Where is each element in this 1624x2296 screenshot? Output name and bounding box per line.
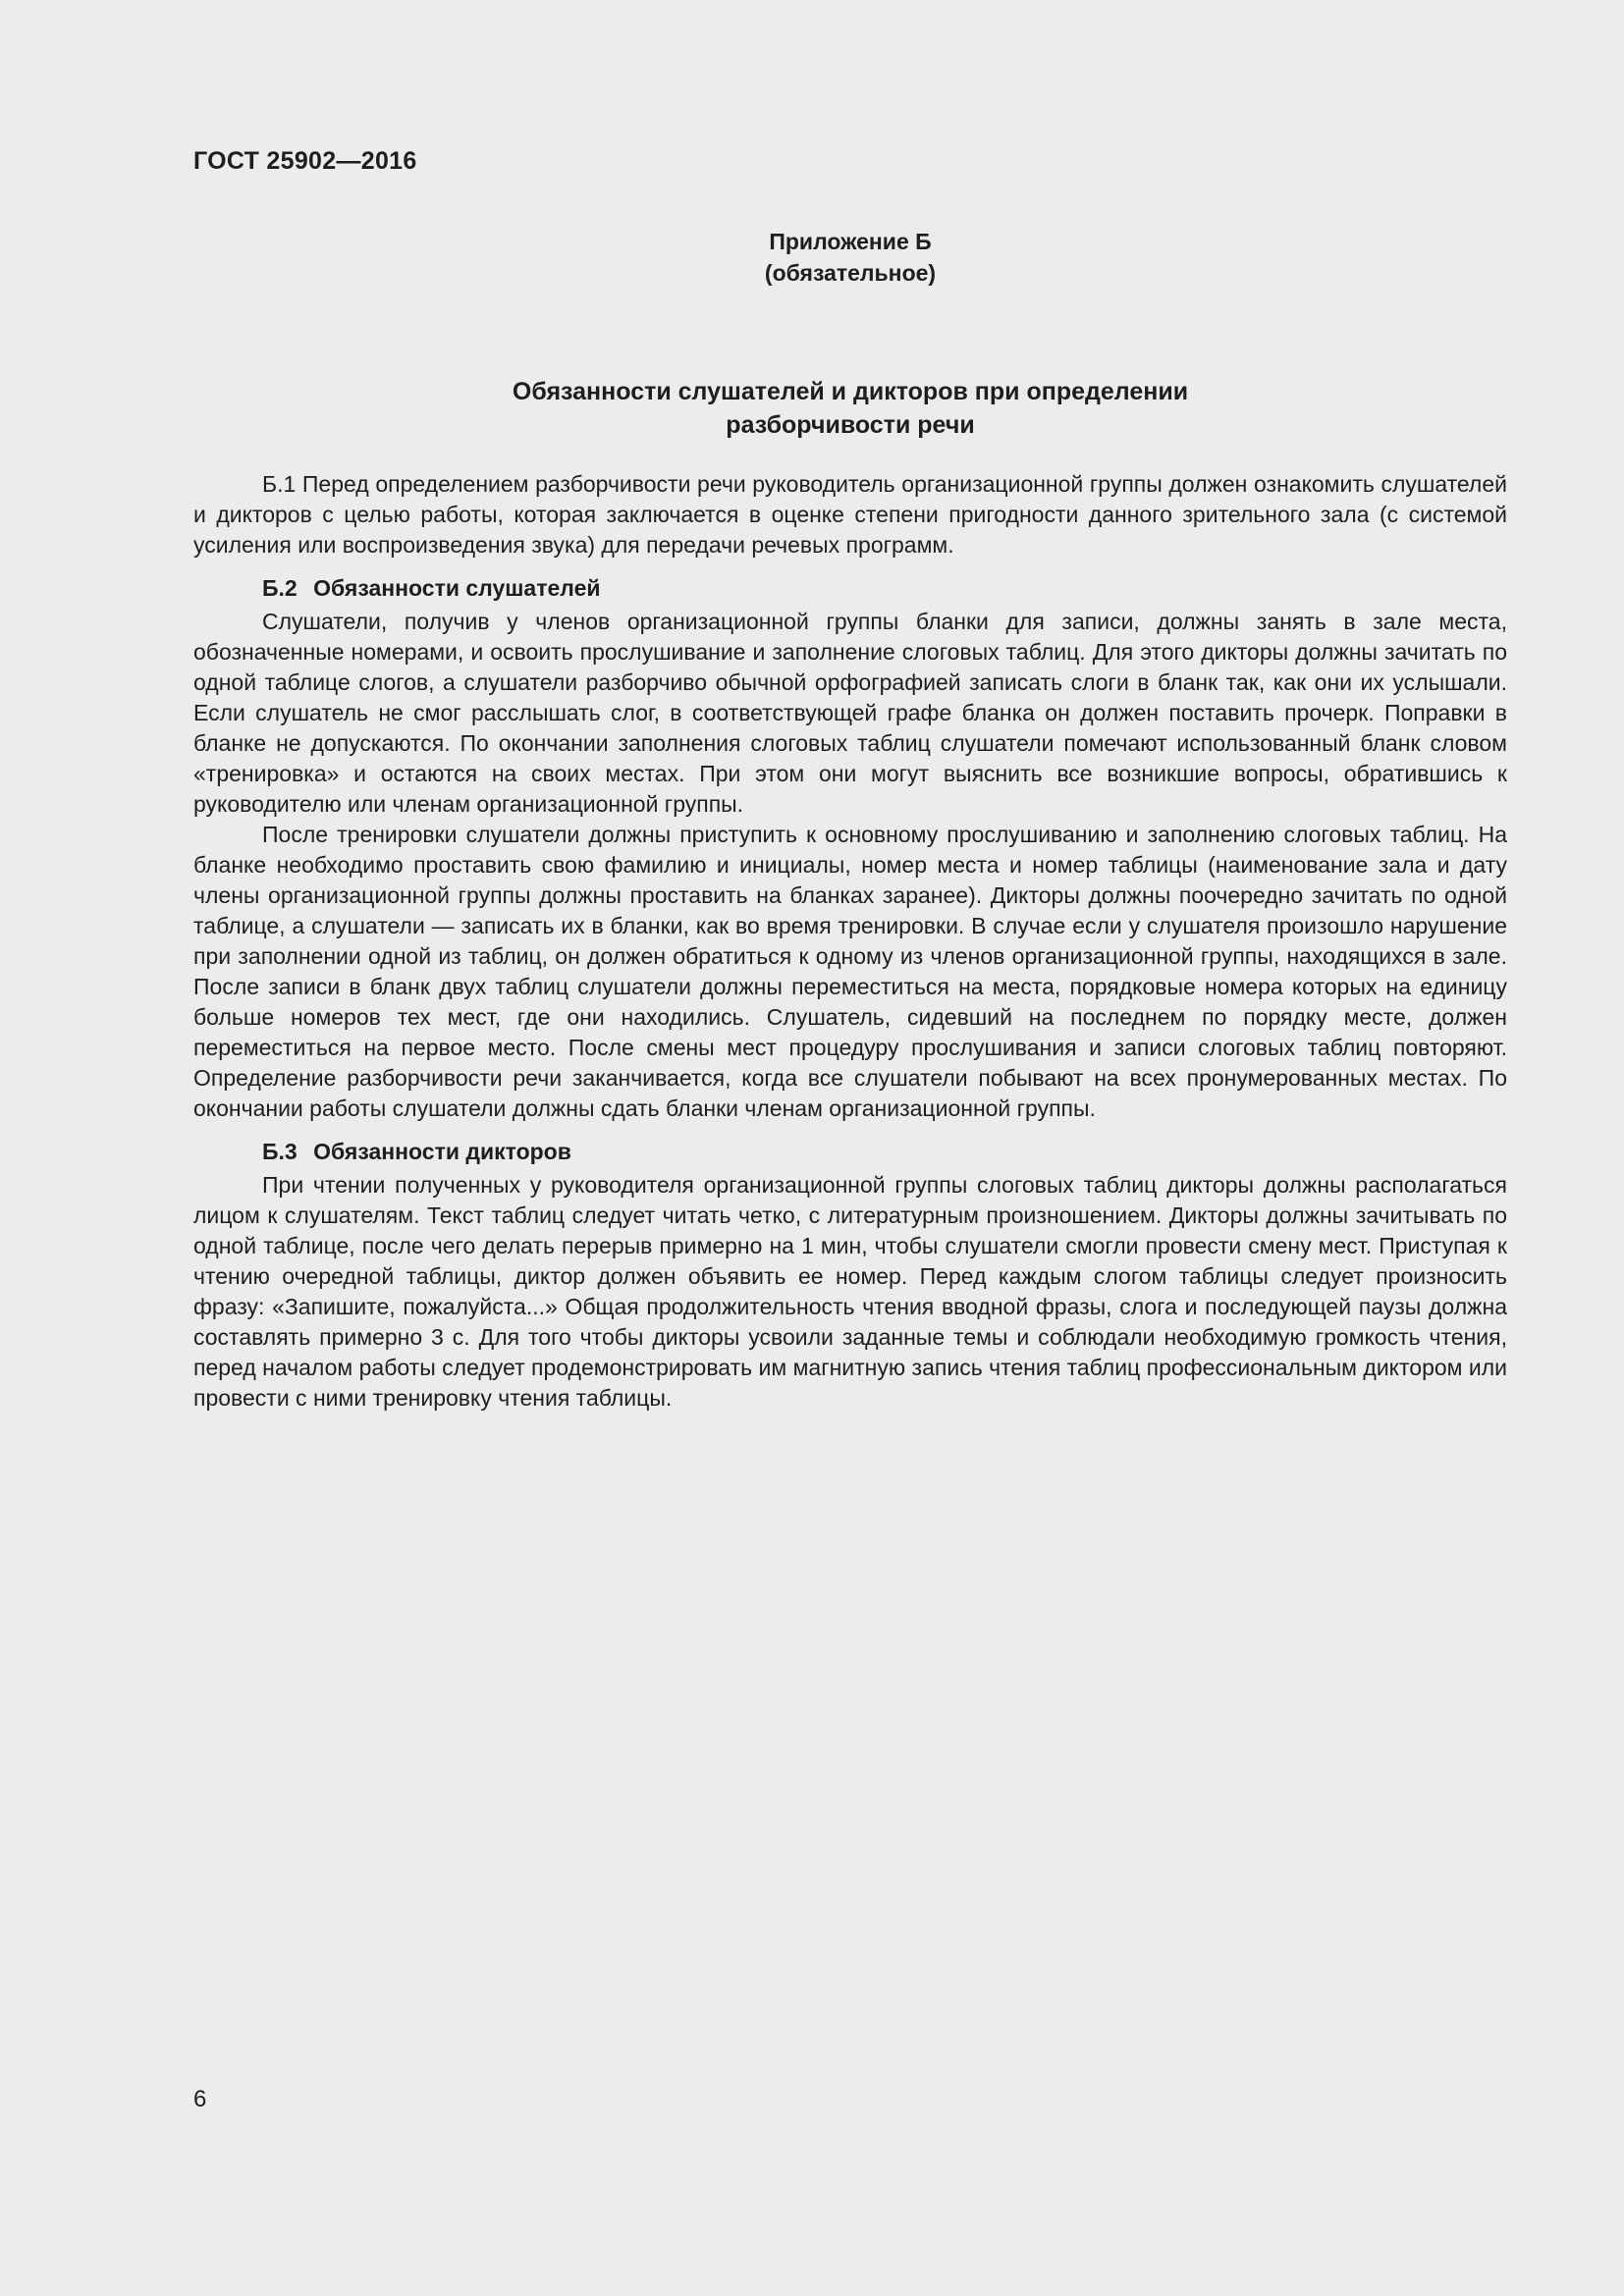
- body-text: [193, 469, 1507, 1414]
- section-b3-heading: [193, 1137, 1507, 1167]
- section-b3-title: Обязанности дикторов: [313, 1139, 571, 1164]
- section-b3-paragraph-1: При чтении полученных у руководителя организационной группы слоговых таблиц дикторы должны располагаться лицом к слушателям. Текст таблиц следует читать четко, с литературным произношением. Дикторы должны зачитывать по одной таблице, после чего делать перерыв примерно на 1 мин, чтобы слушатели смогли провести смену мест. Приступая к чтению очередной таблицы, диктор должен объявить ее номер. Перед каждым слогом таблицы следует произносить фразу: «Запишите, пожалуйста...» Общая продолжительность чтения вводной фразы, слога и последующей паузы должна составлять примерно 3 с. Для того чтобы дикторы усвоили заданные темы и соблюдали необходимую громкость чтения, перед началом работы следует продемонстрировать им магнитную запись чтения таблиц профессиональным диктором или провести с ними тренировку чтения таблицы.: [193, 1172, 1507, 1411]
- appendix-heading: [193, 226, 1507, 289]
- title-line-1: Обязанности слушателей и дикторов при определении: [512, 378, 1189, 405]
- page-number: 6: [193, 2086, 207, 2112]
- section-b2-paragraph-1: Слушатели, получив у членов организационной группы бланки для записи, должны занять в зале места, обозначенные номерами, и освоить прослушивание и заполнение слоговых таблиц. Для этого дикторы должны зачитать по одной таблице слогов, а слушатели разборчиво обычной орфографией записать слоги в бланк так, как они их услышали. Если слушатель не смог расслышать слог, в соответствующей графе бланка он должен поставить прочерк. Поправки в бланке не допускаются. По окончании заполнения слоговых таблиц слушатели помечают использованный бланк словом «тренировка» и остаются на своих местах. При этом они могут выяснить все возникшие вопросы, обратившись к руководителю или членам организационной группы.: [193, 609, 1507, 817]
- appendix-label: Приложение Б: [769, 229, 932, 254]
- section-b1-paragraph: Б.1 Перед определением разборчивости речи руководитель организационной группы должен ознакомить слушателей и дикторов с целью работы, которая заключается в оценке степени пригодности данного зрительного зала (с системой усиления или воспроизведения звука) для передачи речевых программ.: [193, 471, 1507, 558]
- title-line-2: разборчивости речи: [726, 411, 975, 439]
- section-b2-title: Обязанности слушателей: [313, 575, 601, 601]
- section-b3-number: Б.3: [262, 1139, 298, 1164]
- section-b2-paragraph-2: После тренировки слушатели должны приступить к основному прослушиванию и заполнению слоговых таблиц. На бланке необходимо проставить свою фамилию и инициалы, номер места и номер таблицы (наименование зала и дату члены организационной группы должны проставить на бланках заранее). Дикторы должны поочередно зачитать по одной таблице, а слушатели — записать их в бланки, как во время тренировки. В случае если у слушателя произошло нарушение при заполнении одной из таблиц, он должен обратиться к одному из членов организационной группы, находящихся в зале. После записи в бланк двух таблиц слушатели должны переместиться на места, порядковые номера которых на единицу больше номеров тех мест, где они находились. Слушатель, сидевший на последнем по порядку месте, должен переместиться на первое место. После смены мест процедуру прослушивания и записи слоговых таблиц повторяют. Определение разборчивости речи заканчивается, когда все слушатели побывают на всех пронумерованных местах. По окончании работы слушатели должны сдать бланки членам организационной группы.: [193, 822, 1507, 1121]
- document-code: ГОСТ 25902—2016: [193, 147, 417, 175]
- section-b2-number: Б.2: [262, 575, 298, 601]
- appendix-status: (обязательное): [764, 260, 937, 286]
- section-b2-heading: [193, 573, 1507, 604]
- appendix-title: [193, 375, 1507, 442]
